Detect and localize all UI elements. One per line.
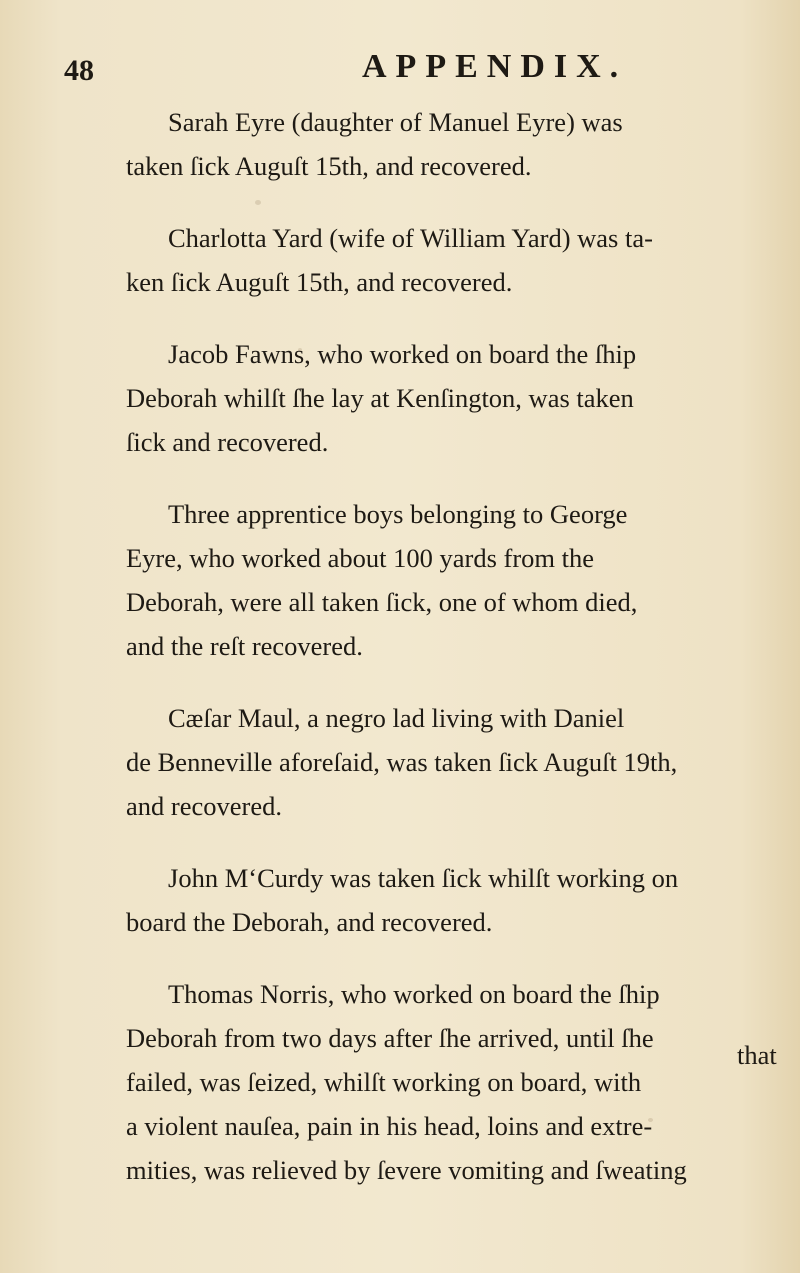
- page-number: 48: [64, 54, 94, 87]
- text-line: Sarah Eyre (daughter of Manuel Eyre) was: [168, 107, 623, 137]
- paragraph-jacob-fawns: [106, 332, 783, 464]
- text-line: Deborah, were all taken ſick, one of whom died,: [126, 587, 638, 617]
- body-text: [126, 100, 783, 1192]
- catchword: that: [737, 1040, 777, 1070]
- text-line: failed, was ſeized, whilſt working on board, with: [126, 1067, 642, 1097]
- paragraph-caesar-maul: [106, 696, 783, 828]
- text-line: Jacob Fawns, who worked on board the ſhip: [168, 339, 637, 369]
- text-line: Deborah whilſt ſhe lay at Kenſington, was taken: [126, 383, 634, 413]
- paragraph-apprentice-boys: [106, 492, 783, 668]
- text-line: de Benneville aforeſaid, was taken ſick Auguſt 19th,: [126, 747, 678, 777]
- text-line: a violent nauſea, pain in his head, loins and extre-: [126, 1111, 653, 1141]
- page-header: [64, 46, 774, 96]
- text-line: Thomas Norris, who worked on board the ſhip: [168, 979, 660, 1009]
- running-head: APPENDIX.: [362, 48, 628, 85]
- text-line: and the reſt recovered.: [126, 631, 363, 661]
- text-line: ken ſick Auguſt 15th, and recovered.: [126, 267, 513, 297]
- paragraph-thomas-norris: [106, 972, 783, 1192]
- paragraph-charlotta-yard: [106, 216, 783, 304]
- text-line: Charlotta Yard (wife of William Yard) was ta-: [168, 223, 653, 253]
- text-line: mities, was relieved by ſevere vomiting and ſweating: [126, 1155, 687, 1185]
- text-line: and recovered.: [126, 791, 282, 821]
- text-line: taken ſick Auguſt 15th, and recovered.: [126, 151, 532, 181]
- paragraph-john-mccurdy: [106, 856, 783, 944]
- text-line: Deborah from two days after ſhe arrived, until ſhe: [126, 1023, 654, 1053]
- text-line: Eyre, who worked about 100 yards from the: [126, 543, 595, 573]
- text-line: John M‘Curdy was taken ſick whilſt working on: [168, 863, 679, 893]
- paragraph-sarah-eyre: [106, 100, 783, 188]
- text-line: Three apprentice boys belonging to George: [168, 499, 628, 529]
- text-line: Cæſar Maul, a negro lad living with Daniel: [168, 703, 625, 733]
- text-line: ſick and recovered.: [126, 427, 329, 457]
- text-line: board the Deborah, and recovered.: [126, 907, 493, 937]
